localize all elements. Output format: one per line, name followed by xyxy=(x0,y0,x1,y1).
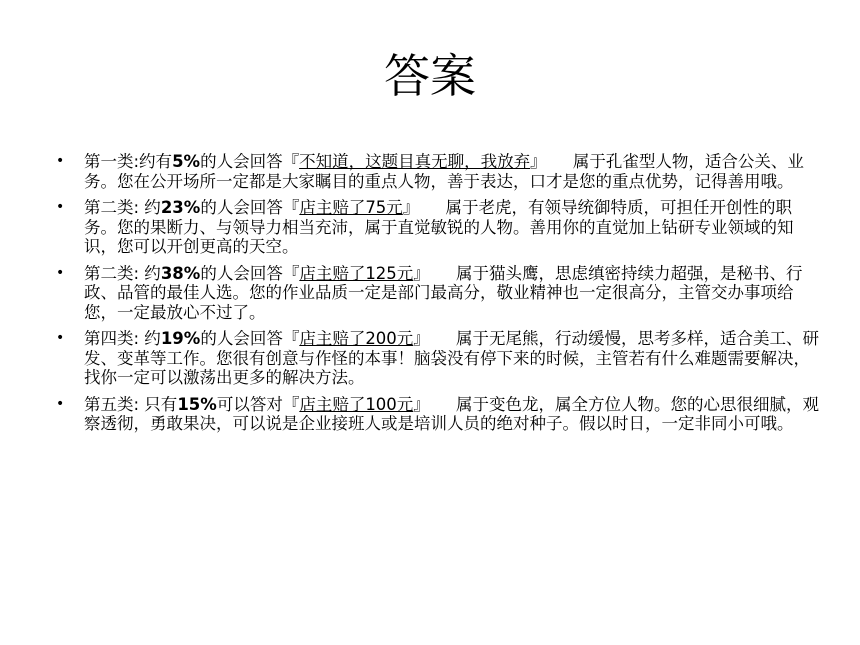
item-percent: 23% xyxy=(160,198,201,217)
bullet-dot-icon: • xyxy=(56,330,65,346)
item-description: 属于变色龙，属全方位人物。您的心思很细腻，观察透彻，勇敢果决，可以说是企业接班人或是培训人员的绝对种子。假以时日，一定非同小可哦。 xyxy=(84,394,820,433)
item-close: 』 xyxy=(402,198,420,217)
item-close: 』 xyxy=(530,152,547,171)
item-spacer xyxy=(547,152,573,171)
item-percent: 38% xyxy=(160,263,201,283)
bullet-item-5 xyxy=(50,395,820,434)
item-mid: 的人会回答『 xyxy=(200,198,300,217)
item-spacer xyxy=(430,264,456,283)
item-close: 』 xyxy=(413,263,430,283)
item-close: 』 xyxy=(413,394,430,414)
bullet-item-2 xyxy=(50,198,820,257)
item-percent: 19% xyxy=(160,329,201,348)
item-answer: 店主赔了100元 xyxy=(299,394,414,414)
item-spacer xyxy=(430,329,456,348)
item-description: 属于老虎，有领导统御特质，可担任开创性的职务。您的果断力、与领导力相当充沛，属于直觉敏锐的人物。善用你的直觉加上钻研专业领域的知识，您可以开创更高的天空。 xyxy=(84,198,794,256)
item-answer: 店主赔了75元 xyxy=(299,198,403,217)
item-lead: 第一类:约有 xyxy=(84,152,173,171)
item-percent: 15% xyxy=(177,394,217,414)
item-description: 属于无尾熊，行动缓慢，思考多样，适合美工、研发、变革等工作。您很有创意与作怪的本事！脑袋没有停下来的时候，主管若有什么难题需要解决，找你一定可以激荡出更多的解决方法。 xyxy=(84,329,820,387)
item-lead: 第五类: 只有 xyxy=(84,394,178,414)
item-lead: 第二类: 约 xyxy=(84,263,161,283)
item-lead: 第四类: 约 xyxy=(84,329,161,348)
bullet-dot-icon: • xyxy=(56,264,65,281)
item-spacer xyxy=(419,198,445,217)
bullet-item-4 xyxy=(50,329,820,388)
item-close: 』 xyxy=(413,329,430,348)
item-lead: 第二类: 约 xyxy=(84,198,161,217)
item-mid: 的人会回答『 xyxy=(200,329,300,348)
item-mid: 的人会回答『 xyxy=(200,263,300,283)
item-answer: 店主赔了200元 xyxy=(299,329,414,348)
item-description: 属于孔雀型人物，适合公关、业务。您在公开场所一定都是大家瞩目的重点人物，善于表达，口才是您的重点优势，记得善用哦。 xyxy=(84,152,804,191)
slide-title: 答案 xyxy=(384,49,476,103)
bullet-item-1 xyxy=(50,152,820,191)
item-mid: 的人会回答『 xyxy=(200,152,300,171)
item-answer: 不知道，这题目真无聊，我放弃 xyxy=(299,152,531,171)
item-spacer xyxy=(430,395,456,414)
item-percent: 5% xyxy=(172,152,201,171)
bullet-list xyxy=(50,152,820,441)
item-mid: 可以答对『 xyxy=(216,394,300,414)
bullet-item-3 xyxy=(50,264,820,323)
bullet-dot-icon: • xyxy=(56,153,65,169)
item-answer: 店主赔了125元 xyxy=(299,263,414,283)
bullet-dot-icon: • xyxy=(56,199,65,215)
item-description: 属于猫头鹰，思虑缜密持续力超强，是秘书、行政、品管的最佳人选。您的作业品质一定是部门最高分，敬业精神也一定很高分，主管交办事项给您，一定最放心不过了。 xyxy=(84,263,803,322)
bullet-dot-icon: • xyxy=(56,395,65,412)
